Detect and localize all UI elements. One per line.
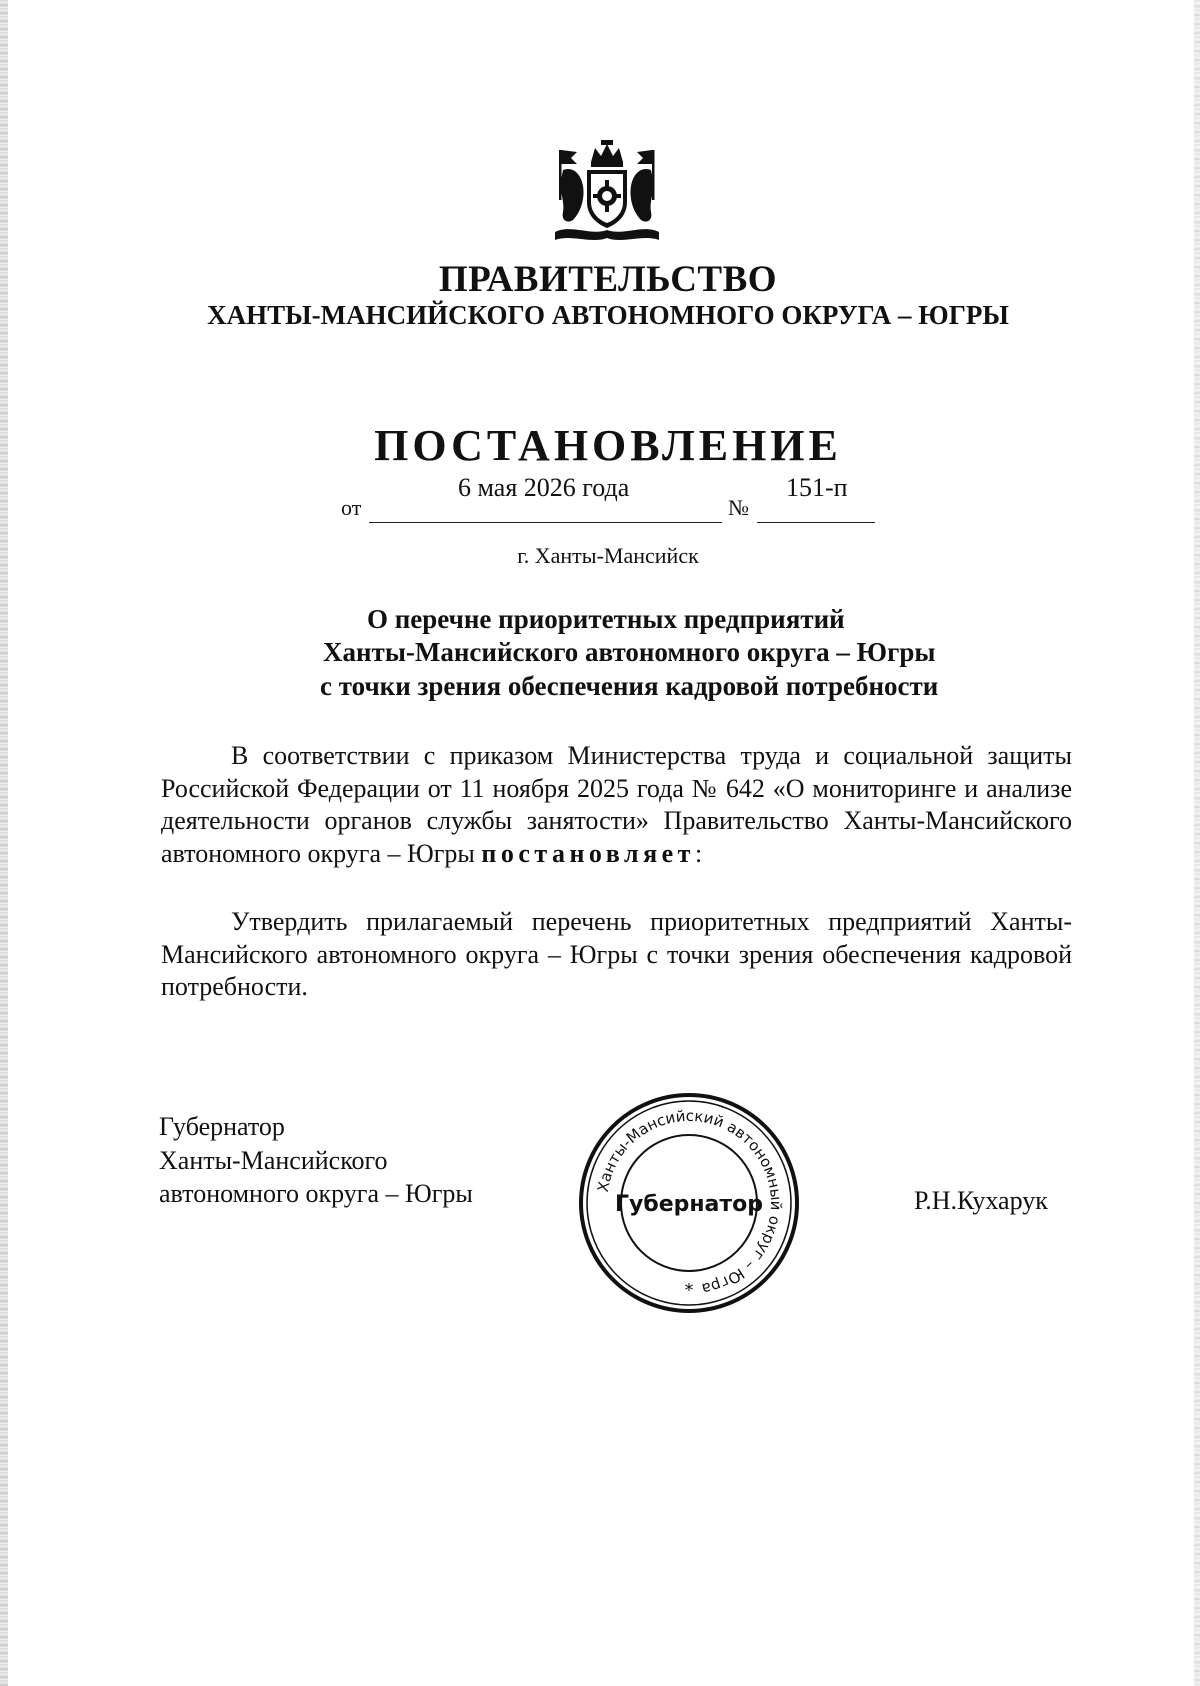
region-name: ХАНТЫ-МАНСИЙСКОГО АВТОНОМНОГО ОКРУГА – ЮГРЫ	[207, 300, 1009, 330]
coat-of-arms-icon	[551, 140, 663, 245]
document-title-line-3: с точки зрения обеспечения кадровой потребности	[320, 671, 939, 701]
document-title-line-1: О перечне приоритетных предприятий	[367, 604, 845, 634]
decree-verb: постановляет	[481, 838, 695, 868]
body-paragraph-1	[161, 740, 1072, 870]
scan-edge-right	[1194, 0, 1200, 1686]
signatory-position-line-2: Ханты-Мансийского	[159, 1146, 388, 1175]
government-name: ПРАВИТЕЛЬСТВО	[438, 259, 778, 300]
scan-edge-left	[0, 0, 8, 1686]
seal-center-text: Губернатор	[614, 1192, 764, 1217]
body-paragraph-2: Утвердить прилагаемый перечень приоритетных предприятий Ханты-Мансийского автономного округа – Югры с точки зрения обеспечения кадровой потребности.	[161, 907, 1072, 1001]
governor-seal-icon	[578, 1092, 800, 1314]
date-underline	[369, 522, 722, 523]
seal-star: *	[684, 1280, 694, 1301]
issue-city: г. Ханты-Мансийск	[517, 543, 699, 568]
paragraph-1-text: В соответствии с приказом Министерства труда и социальной защиты Российской Федерации от 11 ноября 2025 года № 642 «О мониторинге и анализе деятельности органов службы занятости» Правительство Ханты-Мансийского автономного округа – Югры	[161, 741, 1072, 868]
signatory-position-line-3: автономного округа – Югры	[159, 1179, 473, 1208]
seal-ring-text: Ханты-Мансийский автономный округ – Югра	[593, 1106, 786, 1298]
document-number: 151-п	[786, 473, 848, 502]
number-prefix: №	[728, 495, 749, 520]
document-type: ПОСТАНОВЛЕНИЕ	[374, 421, 842, 470]
paragraph-1-end: :	[694, 838, 703, 868]
document-date: 6 мая 2026 года	[458, 473, 630, 502]
signatory-name: Р.Н.Кухарук	[914, 1186, 1048, 1215]
signatory-position-line-1: Губернатор	[159, 1112, 285, 1141]
document-title-line-2: Ханты-Мансийского автономного округа – Югры	[323, 637, 936, 667]
date-prefix: от	[341, 495, 362, 520]
number-underline	[757, 522, 875, 523]
